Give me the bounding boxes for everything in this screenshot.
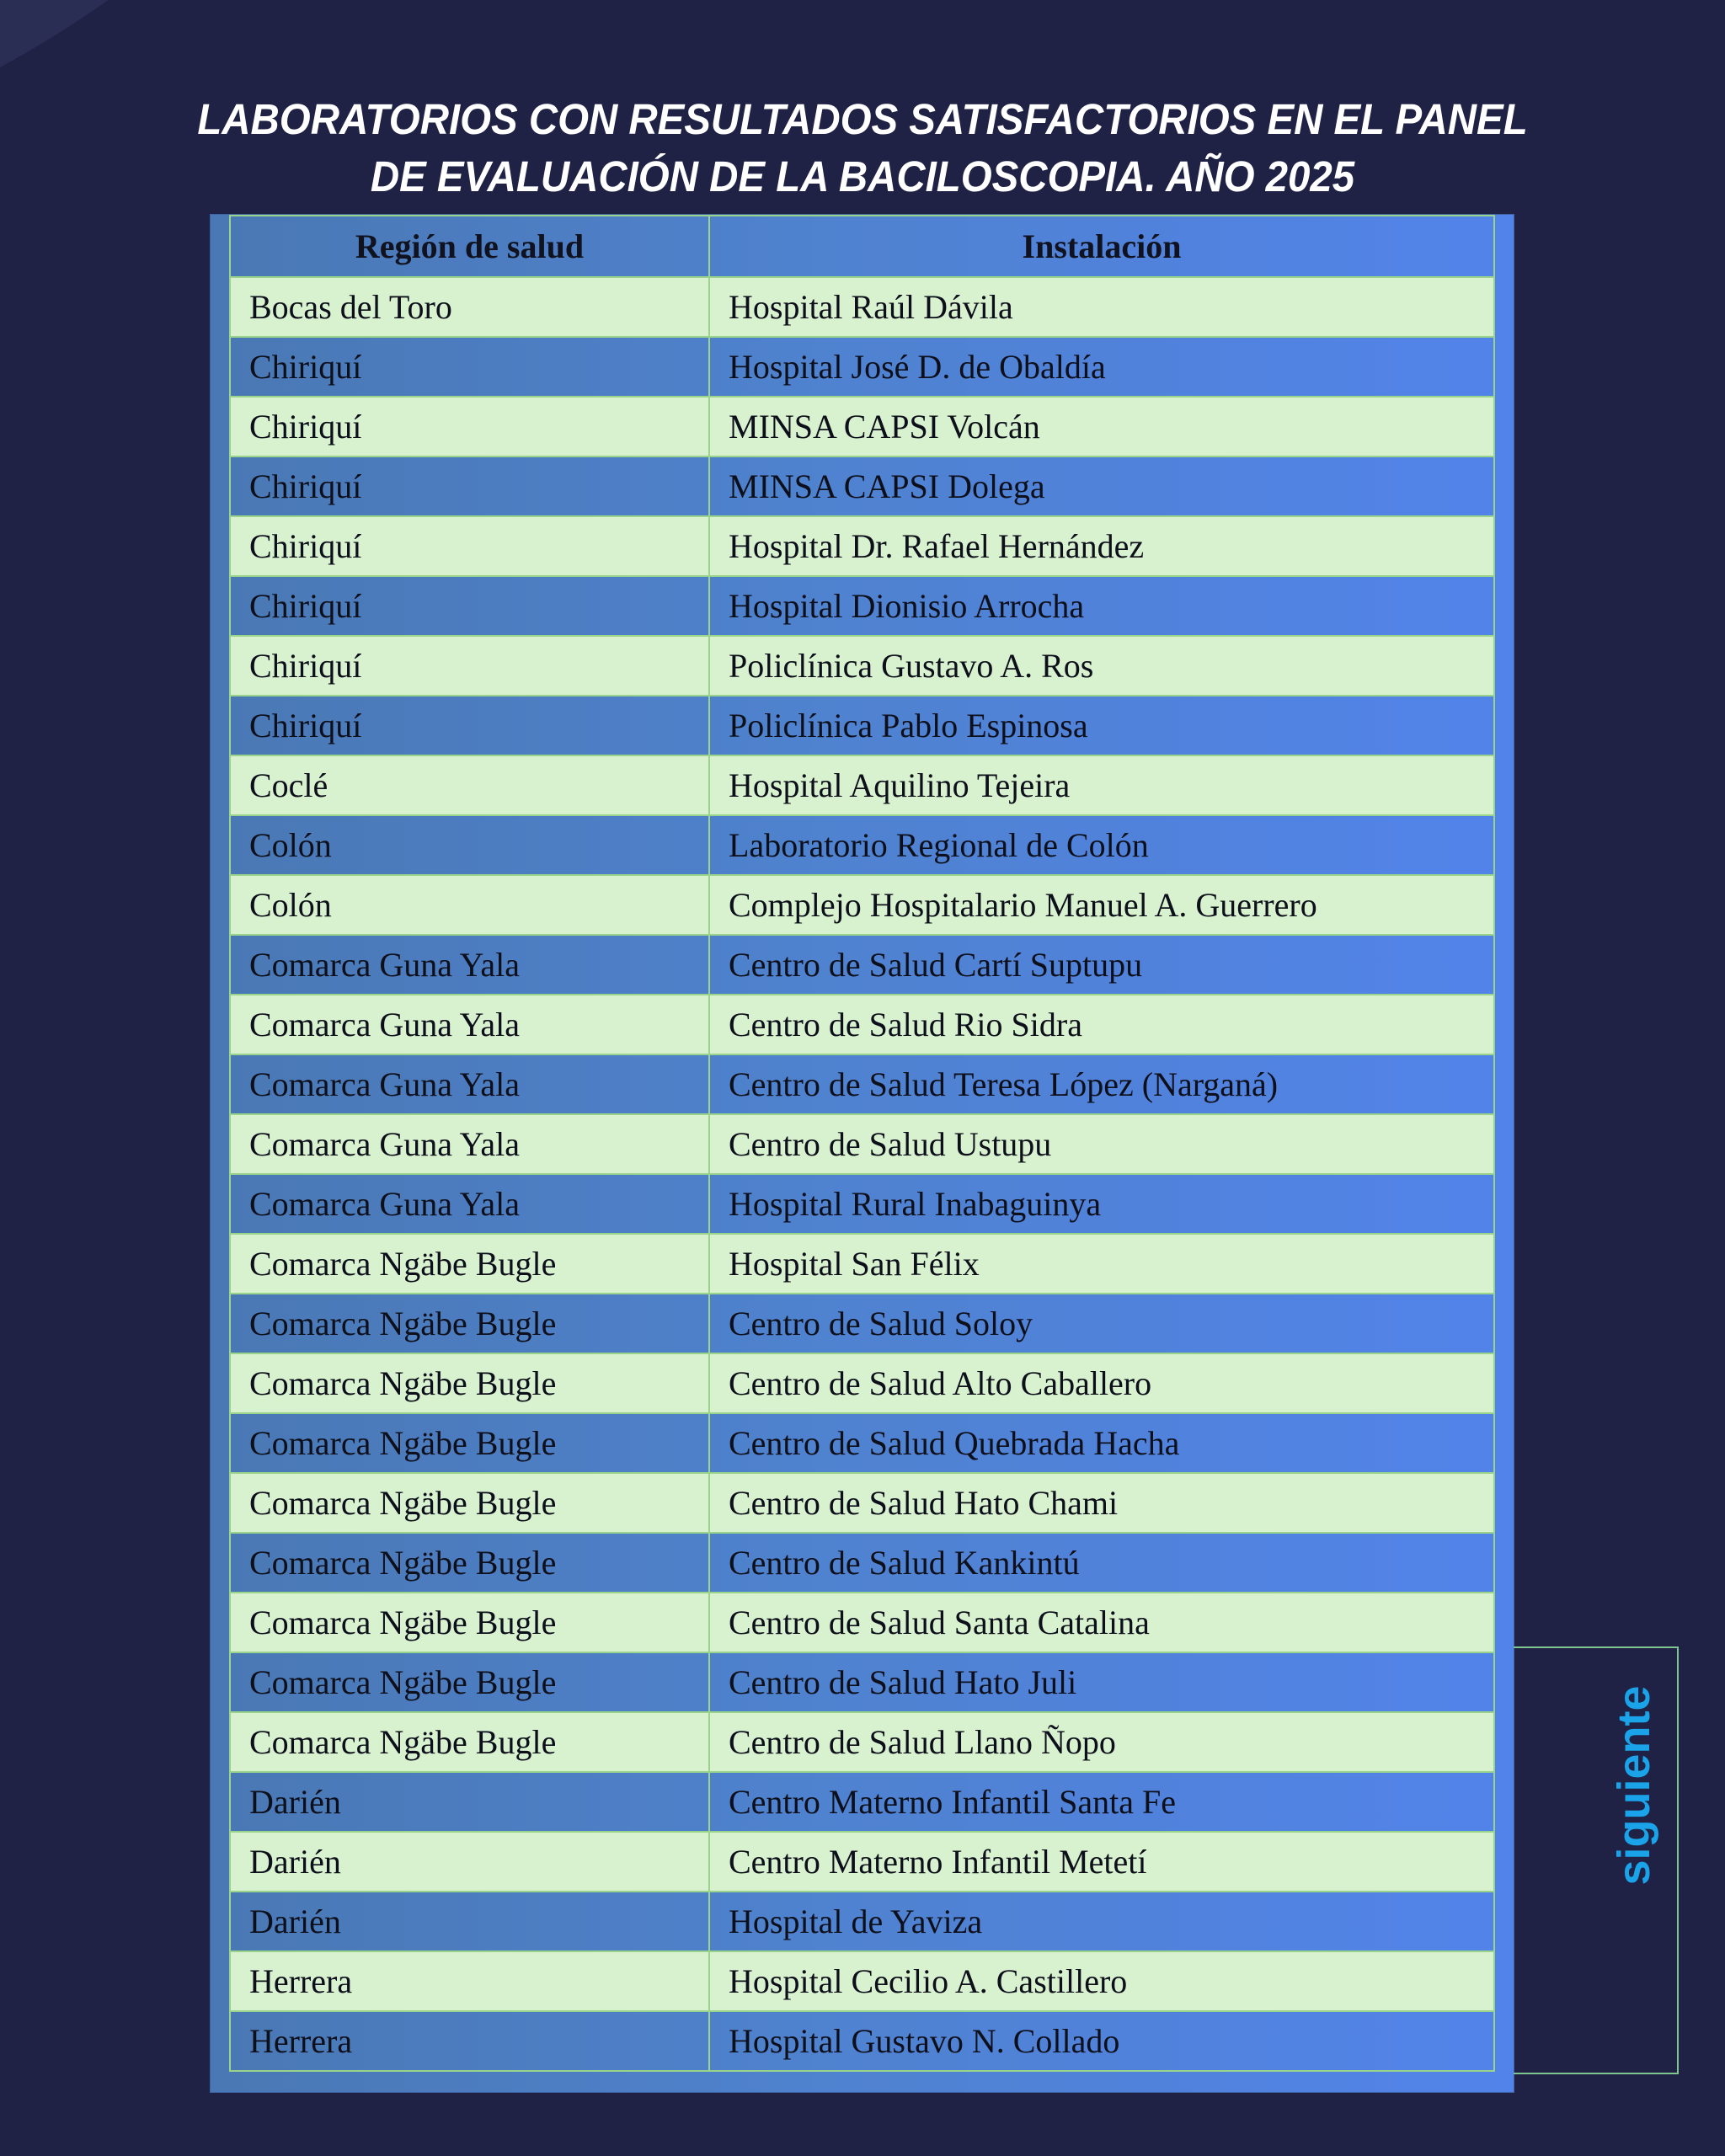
table-row (230, 1951, 1494, 2011)
table-row (230, 1533, 1494, 1593)
column-header-facility: Instalación (709, 216, 1494, 277)
region-cell: Coclé (230, 755, 709, 815)
table-row (230, 1772, 1494, 1832)
facility-cell: Centro de Salud Soloy (709, 1294, 1494, 1353)
region-cell: Chiriquí (230, 576, 709, 636)
table-row (230, 636, 1494, 696)
facility-cell: MINSA CAPSI Dolega (709, 456, 1494, 516)
table-row (230, 397, 1494, 456)
facility-cell: Hospital de Yaviza (709, 1892, 1494, 1951)
facility-cell: Hospital San Félix (709, 1234, 1494, 1294)
facility-cell: Centro de Salud Quebrada Hacha (709, 1413, 1494, 1473)
facility-cell: Centro de Salud Ustupu (709, 1114, 1494, 1174)
region-cell: Colón (230, 875, 709, 935)
region-cell: Comarca Ngäbe Bugle (230, 1234, 709, 1294)
table-row (230, 1832, 1494, 1892)
facility-cell: Hospital Aquilino Tejeira (709, 755, 1494, 815)
region-cell: Darién (230, 1892, 709, 1951)
table-row (230, 516, 1494, 576)
facility-cell: Centro de Salud Hato Juli (709, 1652, 1494, 1712)
table-row (230, 1712, 1494, 1772)
region-cell: Comarca Ngäbe Bugle (230, 1712, 709, 1772)
title-line-2: DE EVALUACIÓN DE LA BACILOSCOPIA. AÑO 2025 (370, 152, 1355, 200)
region-cell: Darién (230, 1832, 709, 1892)
region-cell: Comarca Ngäbe Bugle (230, 1294, 709, 1353)
facility-cell: Hospital Dionisio Arrocha (709, 576, 1494, 636)
table-header-row (230, 216, 1494, 277)
region-cell: Herrera (230, 2011, 709, 2071)
region-cell: Comarca Ngäbe Bugle (230, 1533, 709, 1593)
facility-cell: Complejo Hospitalario Manuel A. Guerrero (709, 875, 1494, 935)
region-cell: Comarca Ngäbe Bugle (230, 1413, 709, 1473)
region-cell: Comarca Guna Yala (230, 1054, 709, 1114)
table-row (230, 576, 1494, 636)
region-cell: Comarca Guna Yala (230, 935, 709, 995)
table-row (230, 1294, 1494, 1353)
facility-cell: Centro de Salud Cartí Suptupu (709, 935, 1494, 995)
column-header-region: Región de salud (230, 216, 709, 277)
table-row (230, 277, 1494, 337)
facility-cell: Hospital Raúl Dávila (709, 277, 1494, 337)
facility-cell: Hospital Gustavo N. Collado (709, 2011, 1494, 2071)
table-row (230, 1473, 1494, 1533)
region-cell: Colón (230, 815, 709, 875)
laboratories-table-panel (211, 215, 1514, 2092)
table-row (230, 995, 1494, 1054)
table-row (230, 1353, 1494, 1413)
facility-cell: Centro de Salud Hato Chami (709, 1473, 1494, 1533)
facility-cell: Hospital Cecilio A. Castillero (709, 1951, 1494, 2011)
facility-cell: Centro Materno Infantil Metetí (709, 1832, 1494, 1892)
table-row (230, 1114, 1494, 1174)
facility-cell: Centro de Salud Rio Sidra (709, 995, 1494, 1054)
table-row (230, 755, 1494, 815)
facility-cell: Laboratorio Regional de Colón (709, 815, 1494, 875)
region-cell: Chiriquí (230, 696, 709, 755)
facility-cell: Hospital Dr. Rafael Hernández (709, 516, 1494, 576)
region-cell: Comarca Guna Yala (230, 1174, 709, 1234)
region-cell: Comarca Ngäbe Bugle (230, 1652, 709, 1712)
table-row (230, 1652, 1494, 1712)
table-row (230, 1234, 1494, 1294)
region-cell: Comarca Ngäbe Bugle (230, 1473, 709, 1533)
facility-cell: Hospital José D. de Obaldía (709, 337, 1494, 397)
table-row (230, 875, 1494, 935)
region-cell: Darién (230, 1772, 709, 1832)
table-row (230, 696, 1494, 755)
region-cell: Bocas del Toro (230, 277, 709, 337)
table-row (230, 1413, 1494, 1473)
table-row (230, 456, 1494, 516)
facility-cell: Centro de Salud Kankintú (709, 1533, 1494, 1593)
title-line-1: LABORATORIOS CON RESULTADOS SATISFACTORIOS EN EL PANEL (197, 95, 1528, 143)
table-row (230, 337, 1494, 397)
facility-cell: Centro de Salud Teresa López (Narganá) (709, 1054, 1494, 1114)
region-cell: Comarca Ngäbe Bugle (230, 1353, 709, 1413)
region-cell: Comarca Guna Yala (230, 1114, 709, 1174)
region-cell: Herrera (230, 1951, 709, 2011)
region-cell: Chiriquí (230, 516, 709, 576)
table-row (230, 815, 1494, 875)
facility-cell: Centro de Salud Alto Caballero (709, 1353, 1494, 1413)
facility-cell: Policlínica Gustavo A. Ros (709, 636, 1494, 696)
facility-cell: MINSA CAPSI Volcán (709, 397, 1494, 456)
region-cell: Comarca Guna Yala (230, 995, 709, 1054)
laboratories-table (229, 215, 1495, 2072)
table-row (230, 1174, 1494, 1234)
table-row (230, 1593, 1494, 1652)
table-row (230, 935, 1494, 995)
facility-cell: Hospital Rural Inabaguinya (709, 1174, 1494, 1234)
table-body (230, 277, 1494, 2071)
region-cell: Comarca Ngäbe Bugle (230, 1593, 709, 1652)
facility-cell: Centro de Salud Santa Catalina (709, 1593, 1494, 1652)
facility-cell: Centro de Salud Llano Ñopo (709, 1712, 1494, 1772)
region-cell: Chiriquí (230, 456, 709, 516)
region-cell: Chiriquí (230, 397, 709, 456)
facility-cell: Policlínica Pablo Espinosa (709, 696, 1494, 755)
table-row (230, 1054, 1494, 1114)
table-row (230, 2011, 1494, 2071)
page-title (61, 91, 1665, 205)
table-row (230, 1892, 1494, 1951)
next-page-link[interactable]: siguiente (1609, 1685, 1659, 1886)
region-cell: Chiriquí (230, 337, 709, 397)
facility-cell: Centro Materno Infantil Santa Fe (709, 1772, 1494, 1832)
region-cell: Chiriquí (230, 636, 709, 696)
